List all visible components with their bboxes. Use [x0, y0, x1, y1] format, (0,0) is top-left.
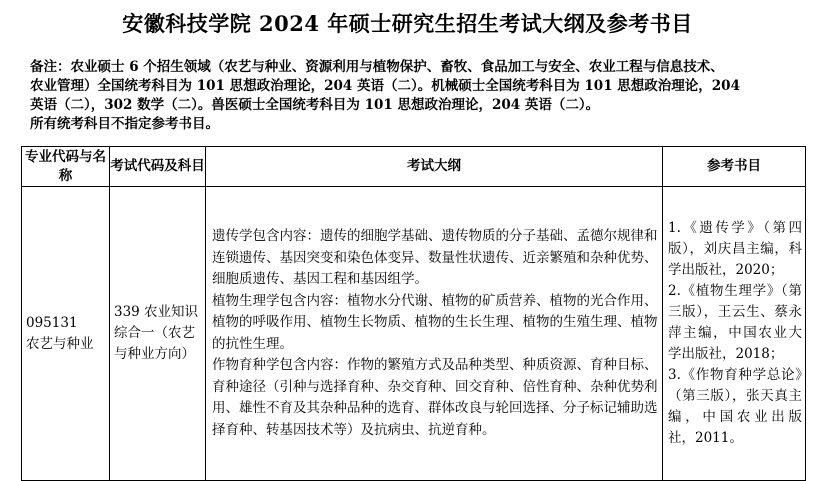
- syllabus-crop-breeding: 作物育种学包含内容：作物的繁殖方式及品种类型、种质资源、育种目标、育种途径（引种与选择育种、杂交育种、回交育种、倍性育种、杂种优势利用、雄性不育及其杂种品种的选育、群体改良与轮回选择、分子标记辅助选择育种、转基因技术等）及抗病虫、抗逆育种。: [212, 357, 658, 438]
- major-name: 农艺与种业: [26, 335, 94, 352]
- refs-cell: [663, 187, 806, 481]
- exam-cell: 339 农业知识综合一（农艺与种业方向）: [110, 187, 206, 481]
- table-header-row: [22, 147, 806, 187]
- ref-item: 3.《作物育种学总论》（第三版），张天真主编，中国农业出版社，2011。: [668, 367, 802, 446]
- table-row: [22, 187, 806, 481]
- syllabus-table: [21, 146, 806, 481]
- ref-item: 1.《遗传学》（第四版），刘庆昌主编，科学出版社，2020；: [668, 220, 802, 278]
- note-block: [30, 58, 800, 134]
- note-line: 农业管理）全国统考科目为 101 思想政治理论，204 英语（二）。机械硕士全国统考科目为 101 思想政治理论，204: [30, 78, 740, 94]
- header-refs: 参考书目: [663, 147, 806, 187]
- page-title: 安徽科技学院 2024 年硕士研究生招生考试大纲及参考书目: [122, 11, 693, 36]
- note-line: 英语（二），302 数学（二）。兽医硕士全国统考科目为 101 思想政治理论，204 英语（二）。: [30, 97, 600, 113]
- note-line: 所有统考科目不指定参考书目。: [30, 116, 219, 132]
- note-line: 备注：农业硕士 6 个招生领域（农艺与种业、资源利用与植物保护、畜牧、食品加工与安全、农业工程与信息技术、: [30, 59, 724, 75]
- header-major: 专业代码与名称: [22, 147, 110, 187]
- syllabus-genetics: 遗传学包含内容：遗传的细胞学基础、遗传物质的分子基础、孟德尔规律和连锁遗传、基因突变和染色体变异、数量性状遗传、近亲繁殖和杂种优势、细胞质遗传、基因工程和基因组学。: [212, 228, 658, 287]
- major-cell: [22, 187, 110, 481]
- syllabus-plant-physiology: 植物生理学包含内容：植物水分代谢、植物的矿质营养、植物的光合作用、植物的呼吸作用、植物生长物质、植物的生长生理、植物的生殖生理、植物的抗性生理。: [212, 292, 658, 352]
- major-code: 095131: [26, 314, 78, 331]
- header-syllabus: 考试大纲: [206, 147, 663, 187]
- header-exam: 考试代码及科目: [110, 147, 206, 187]
- ref-item: 2.《植物生理学》（第三版），王云生、蔡永萍主编，中国农业大学出版社，2018；: [668, 283, 802, 362]
- syllabus-cell: [206, 187, 663, 481]
